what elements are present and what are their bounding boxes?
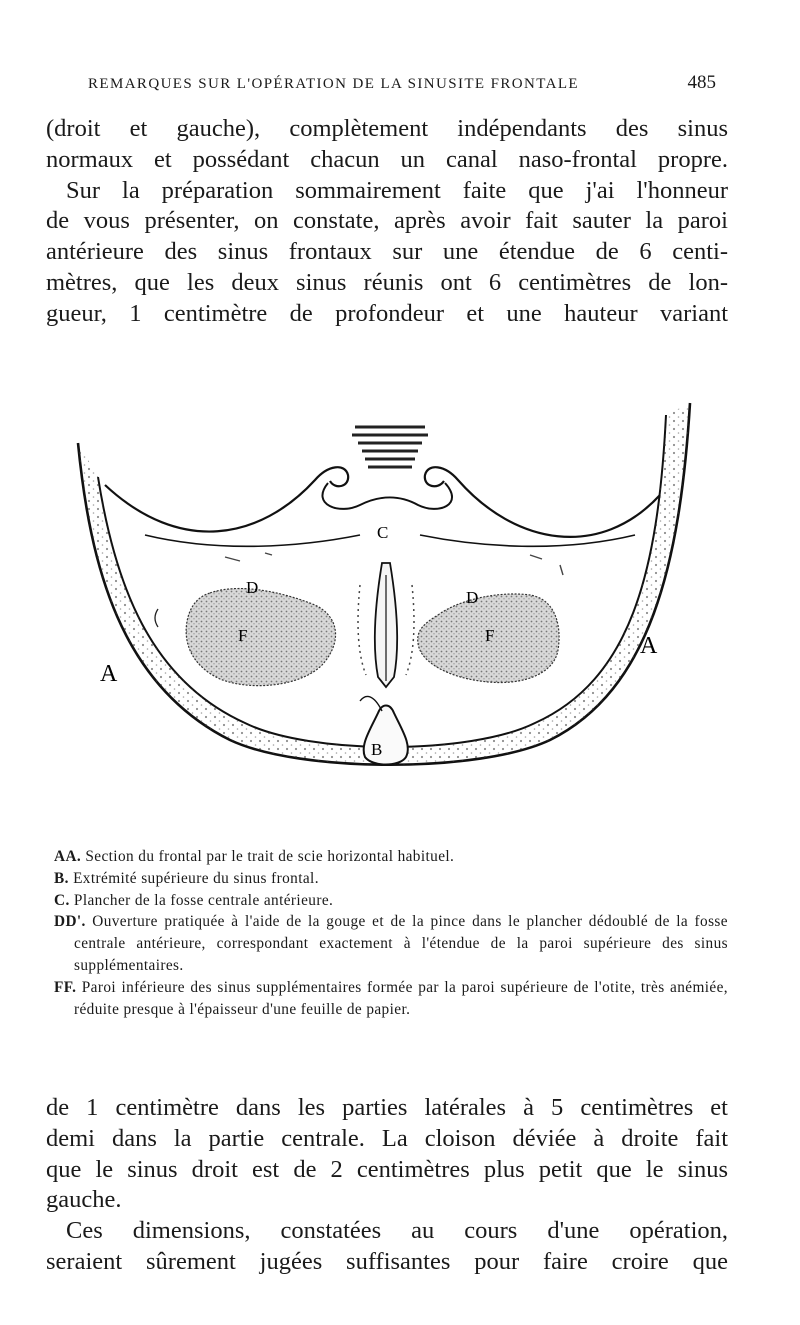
text-line: antérieure des sinus frontaux sur une étendue de 6 centi- — [46, 238, 728, 266]
legend-key: B. — [54, 869, 69, 887]
figure-legend — [54, 846, 728, 1020]
legend-text: Ouverture pratiquée à l'aide de la gouge et de la pince dans le plancher dédoublé de la fosse centrale antérieure, correspondant exactement à l'étendue de la paroi supérieure des sinus supplémentaires. — [74, 913, 728, 974]
text-line: gauche. — [46, 1186, 122, 1214]
legend-item — [54, 977, 728, 1021]
crest-hatching — [352, 427, 428, 467]
fragment-marks — [225, 553, 563, 575]
text-line: que le sinus droit est de 2 centimètres plus petit que le sinus — [46, 1155, 728, 1183]
legend-item — [54, 846, 728, 868]
legend-key: C. — [54, 891, 70, 909]
legend-text: Section du frontal par le trait de scie horizontal habituel. — [85, 848, 455, 865]
left-sinus-F — [186, 589, 335, 686]
frontal-sinus-diagram — [60, 395, 720, 795]
text-line: (droit et gauche), complètement indépendants des sinus — [46, 115, 728, 142]
label-A-left: A — [100, 661, 118, 687]
running-head — [88, 72, 716, 94]
legend-key: AA. — [54, 848, 82, 865]
text-line: gueur, 1 centimètre de profondeur et une hauteur variant — [46, 299, 728, 327]
legend-text: Extrémité supérieure du sinus frontal. — [73, 869, 319, 887]
label-F-right: F — [485, 626, 495, 645]
left-bracket-mark — [155, 609, 158, 627]
text-line: Sur la préparation sommairement faite que j'ai l'honneur — [66, 176, 728, 204]
running-head-title: REMARQUES SUR L'OPÉRATION DE LA SINUSITE FRONTALE — [88, 76, 579, 92]
label-B: B — [371, 740, 383, 759]
label-D-left: D — [246, 578, 259, 597]
right-orbital-roof — [425, 467, 660, 537]
page-number: 485 — [687, 72, 716, 93]
label-F-left: F — [238, 626, 248, 645]
text-line: normaux et possédant chacun un canal naso-frontal propre. — [46, 145, 728, 173]
septum-stipple-right — [406, 585, 414, 675]
legend-item — [54, 890, 728, 912]
text-line: de 1 centimètre dans les parties latérales à 5 centimètres et — [46, 1094, 728, 1121]
text-line: seraient sûrement jugées suffisantes pour faire croire que — [46, 1247, 728, 1275]
legend-text: Paroi inférieure des sinus supplémentaires formée par la paroi supérieure de l'otite, très anémiée, réduite presque à l'épaisseur d'une feuille de papier. — [74, 978, 728, 1018]
label-C: C — [377, 523, 389, 542]
label-D-right: D — [466, 588, 479, 607]
top-paragraph — [46, 114, 728, 330]
legend-item — [54, 868, 728, 890]
sinus-B-neck — [360, 696, 382, 711]
septum-stipple-left — [358, 585, 366, 675]
text-line: mètres, que les deux sinus réunis ont 6 centimètres de lon- — [46, 268, 728, 296]
text-line: de vous présenter, on constate, après avoir fait sauter la paroi — [46, 207, 728, 235]
legend-item — [54, 911, 728, 976]
text-line: Ces dimensions, constatées au cours d'une opération, — [66, 1217, 728, 1245]
text-line: demi dans la partie centrale. La cloison déviée à droite fait — [46, 1124, 728, 1152]
legend-key: DD'. — [54, 913, 86, 931]
label-A-right: A — [640, 633, 658, 659]
bottom-paragraph — [46, 1093, 728, 1278]
legend-key: FF. — [54, 978, 77, 996]
left-orbital-roof — [105, 467, 348, 531]
legend-text: Plancher de la fosse centrale antérieure. — [73, 891, 334, 909]
